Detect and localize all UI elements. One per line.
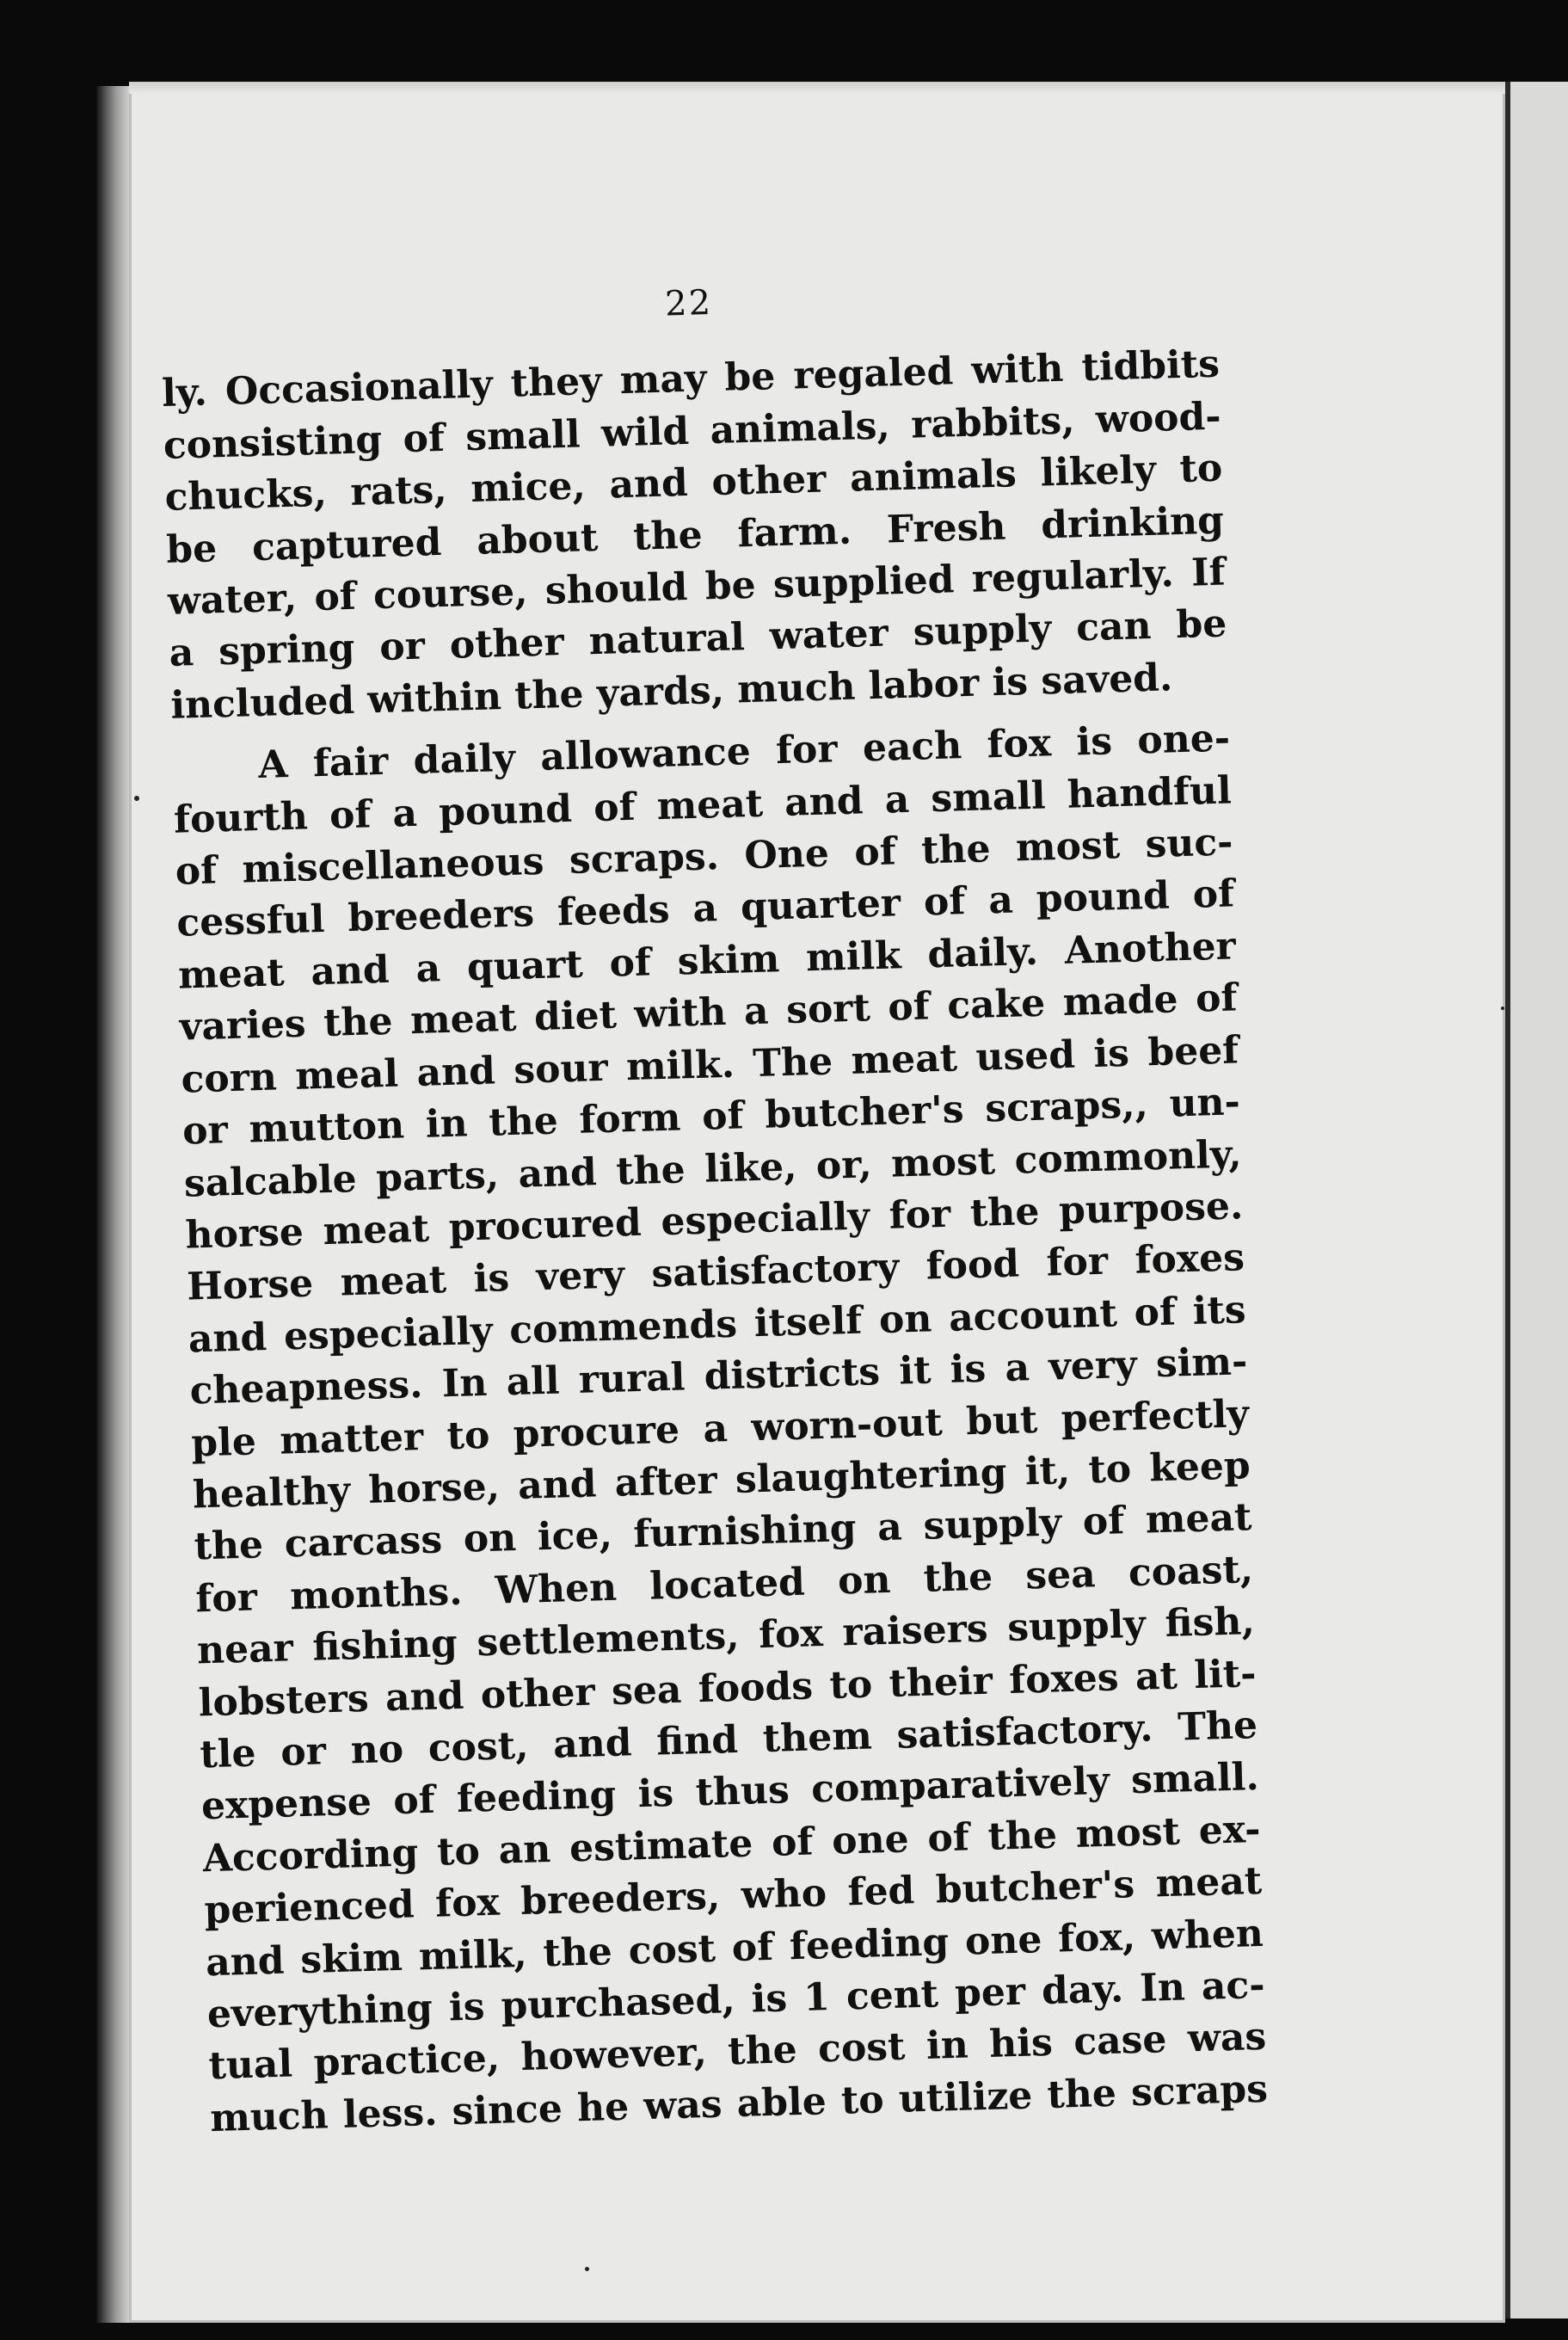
text-line: varies the meat diet with a sort of cake made of [179,976,1239,1050]
text-line: horse meat procured especially for the purpose. [184,1184,1244,1258]
print-speck [1501,1007,1504,1010]
text-line: consisting of small wild animals, rabbits, wood- [163,394,1222,468]
print-speck [134,796,139,801]
text-line: corn meal and sour milk. The meat used is beef [180,1027,1239,1102]
text-line: lobsters and other sea foods to their foxes at lit- [198,1651,1257,1725]
body-text [161,339,1268,2145]
page-number: 22 [664,283,713,324]
text-line: salcable parts, and the like, or, most commonly, [183,1131,1243,1206]
text-line: cheapness. In all rural districts it is a very sim- [188,1339,1248,1413]
text-line: fourth of a pound of meat and a small handful [173,768,1233,842]
text-line: and skim milk, the cost of feeding one fox, when [205,1911,1264,1985]
text-line: meat and a quart of skim milk daily. Another [177,924,1237,998]
text-line: the carcass on ice, furnishing a supply of meat [194,1495,1252,1569]
text-line: included within the yards, much labor is saved. [169,656,1173,728]
book-spine-edge [96,86,129,2323]
text-line: tle or no cost, and find them satisfactory. The [199,1703,1258,1777]
text-line: ple matter to procure a worn-out but perfectly [190,1391,1250,1465]
text-line: near fishing settlements, fox raisers supply fish, [196,1599,1256,1673]
text-line: perienced fox breeders, who fed butcher's meat [203,1859,1263,1933]
text-line: cessful breeders feeds a quarter of a pound of [175,871,1235,946]
text-line: or mutton in the form of butcher's scraps,, un- [181,1080,1241,1154]
text-line: much less. since he was able to utilize the scraps [209,2066,1269,2140]
text-line: tual practice, however, the cost in his case was [207,2015,1267,2089]
text-line: healthy horse, and after slaughtering it, to keep [192,1444,1251,1518]
text-line: ly. Occasionally they may be regaled with tidbits [161,342,1221,416]
page-text-block [159,263,1269,2146]
text-line: everything is purchased, is 1 cent per day. In ac- [206,1962,1266,2037]
print-speck [585,2267,589,2271]
text-line: of miscellaneous scraps. One of the most suc- [175,820,1234,894]
text-line: Horse meat is very satisfactory food for foxes [186,1235,1245,1309]
text-line: A fair daily allowance for each fox is one- [257,716,1231,788]
facing-page-edge [1505,82,1568,2318]
paragraph [172,713,1269,2146]
text-line: water, of course, should be supplied regularly. If [167,550,1227,624]
text-line: a spring or other natural water supply can be [169,601,1227,676]
text-line: chucks, rats, mice, and other animals likely to [163,446,1223,520]
text-line: be captured about the farm. Fresh drinking [165,498,1225,572]
text-line: expense of feeding is thus comparatively small. [200,1755,1260,1829]
text-line: According to an estimate of one of the most ex- [202,1807,1262,1881]
paragraph [161,339,1228,732]
text-line: for months. When located on the sea coast, [194,1547,1254,1622]
text-line: and especially commends itself on account of its [188,1287,1247,1362]
